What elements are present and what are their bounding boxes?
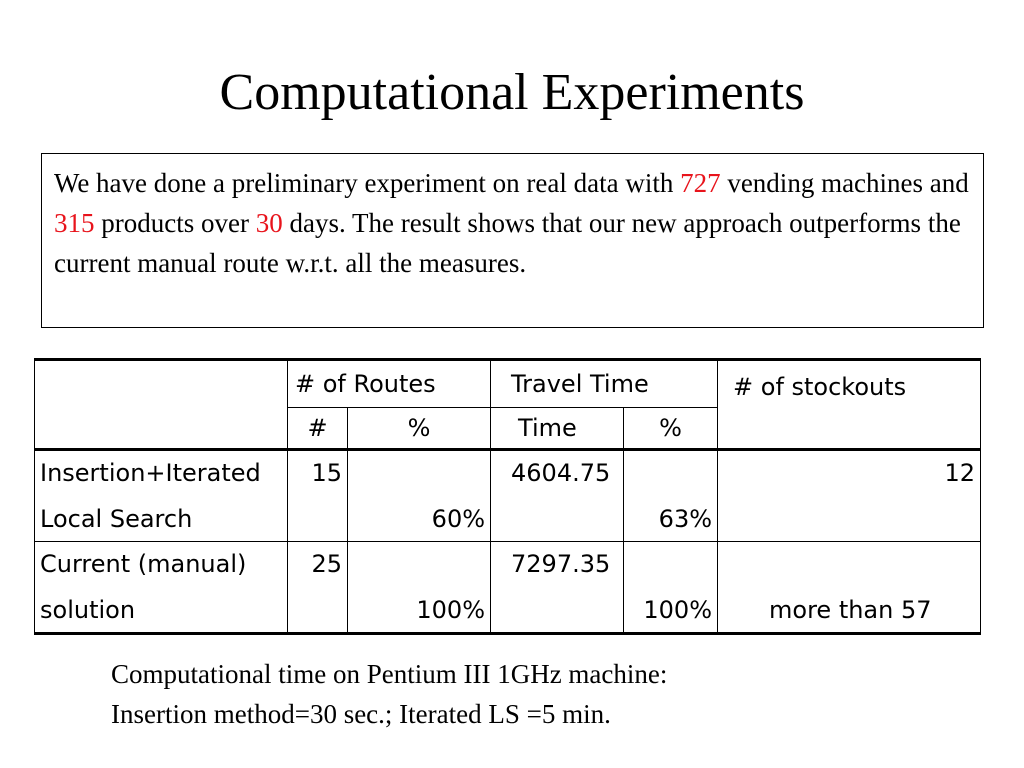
routes-value: 15 — [311, 459, 342, 487]
routes-count-header: # — [288, 408, 348, 450]
time-pct-value: 63% — [658, 505, 713, 533]
corner-header-cell — [35, 360, 288, 450]
routes-pct-cell — [348, 542, 491, 634]
row-label-line: Current (manual) — [40, 550, 247, 578]
stockouts-value: more than 57 — [769, 596, 932, 624]
routes-value: 25 — [311, 550, 342, 578]
stockouts-value: 12 — [944, 459, 976, 487]
time-pct-cell — [624, 450, 718, 542]
time-cell — [491, 450, 624, 542]
stockouts-cell — [718, 450, 981, 542]
time-header-label: Time — [518, 414, 577, 442]
table-header-row — [35, 360, 981, 408]
routes-cell — [288, 542, 348, 634]
row-label-line: solution — [40, 596, 136, 624]
results-table — [34, 358, 981, 635]
row-label-line: Local Search — [40, 505, 193, 533]
stockouts-header — [718, 360, 981, 450]
days-count: 30 — [255, 208, 283, 238]
time-pct-value: 100% — [643, 596, 713, 624]
intro-text-part: days. The result shows that our new approach outperforms the current manual route w.r.t. all the measures. — [54, 208, 961, 278]
intro-text-part: vending machines and — [720, 168, 969, 198]
row-label-line: Insertion+Iterated — [40, 459, 261, 487]
footnote-line: Insertion method=30 sec.; Iterated LS =5 min. — [111, 699, 611, 729]
stockouts-cell — [718, 542, 981, 634]
time-value: 4604.75 — [511, 459, 611, 487]
routes-cell — [288, 450, 348, 542]
stockouts-header-label: # of stockouts — [733, 373, 907, 401]
footnote — [111, 654, 911, 734]
intro-text-box — [41, 153, 984, 328]
routes-group-header — [288, 360, 491, 408]
time-pct-cell — [624, 542, 718, 634]
row-label-cell — [35, 450, 288, 542]
routes-pct-value: 60% — [431, 505, 486, 533]
travel-time-group-label: Travel Time — [511, 370, 649, 398]
routes-group-label: # of Routes — [295, 370, 436, 398]
travel-time-group-header — [491, 360, 718, 408]
table-row — [35, 542, 981, 634]
time-cell — [491, 542, 624, 634]
products-count: 315 — [54, 208, 95, 238]
intro-text-part: products over — [94, 208, 256, 238]
row-label-cell — [35, 542, 288, 634]
routes-pct-cell — [348, 450, 491, 542]
machines-count: 727 — [680, 168, 721, 198]
slide-title: Computational Experiments — [219, 64, 805, 121]
time-header — [491, 408, 624, 450]
time-pct-header: % — [624, 408, 718, 450]
time-value: 7297.35 — [511, 550, 611, 578]
table-row — [35, 450, 981, 542]
intro-text-part: We have done a preliminary experiment on real data with — [54, 168, 681, 198]
footnote-line: Computational time on Pentium III 1GHz machine: — [111, 659, 668, 689]
routes-pct-value: 100% — [416, 596, 486, 624]
routes-pct-header: % — [348, 408, 491, 450]
